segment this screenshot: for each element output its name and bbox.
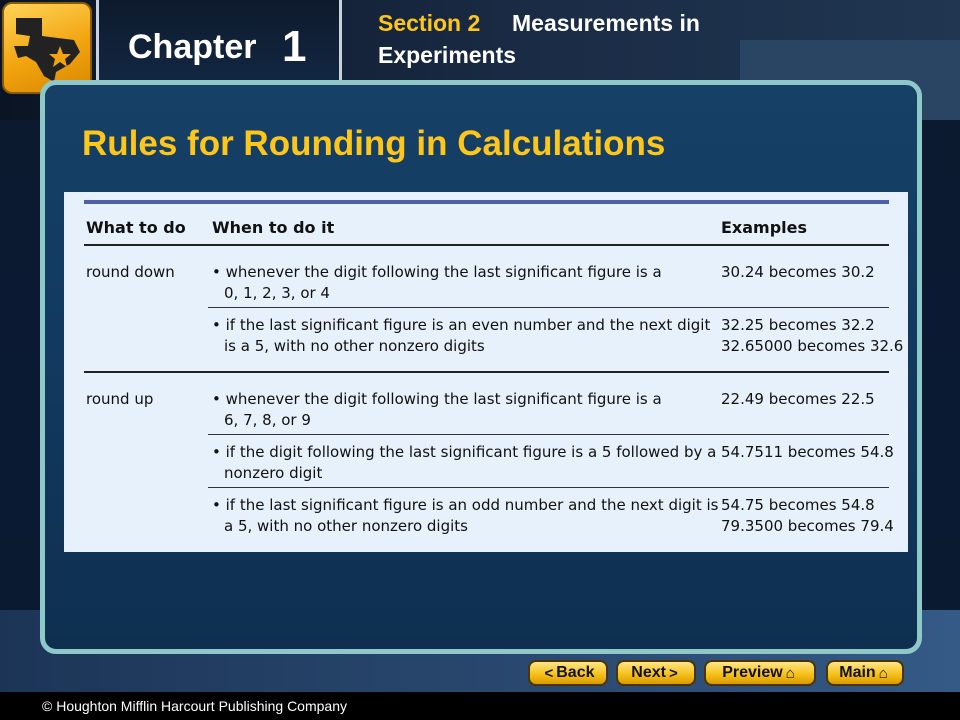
preview-button[interactable] [704, 660, 816, 686]
table-cell-example: 32.65000 becomes 32.6 [721, 337, 904, 355]
table-cell-when: • whenever the digit following the last significant figure is a [212, 390, 662, 408]
table-cell-example: 30.24 becomes 30.2 [721, 263, 875, 281]
main-button[interactable] [826, 660, 904, 686]
copyright-text: © Houghton Mifflin Harcourt Publishing Company [42, 698, 347, 714]
section-title-line2: Experiments [378, 42, 517, 68]
table-cell-when: 0, 1, 2, 3, or 4 [224, 284, 330, 302]
chapter-label: Chapter [128, 28, 257, 66]
table-cell-what: round down [86, 263, 175, 281]
home-icon: ⌂ [878, 664, 888, 682]
table-cell-when: 6, 7, 8, or 9 [224, 411, 311, 429]
table-cell-when: • whenever the digit following the last significant figure is a [212, 263, 662, 281]
chapter-number: 1 [282, 22, 307, 71]
header-rule [84, 244, 889, 246]
chevron-right-icon: > [668, 664, 678, 682]
table-cell-when: • if the last significant figure is an odd number and the next digit is [212, 496, 719, 514]
row-divider [208, 307, 889, 308]
home-icon: ⌂ [785, 664, 795, 682]
row-divider [208, 434, 889, 435]
texas-star-icon [10, 12, 86, 86]
header-when-to-do-it: When to do it [212, 218, 335, 237]
slide-title: Rules for Rounding in Calculations [82, 124, 666, 163]
group-divider [84, 371, 889, 373]
table-cell-example: 54.75 becomes 54.8 [721, 496, 875, 514]
back-button-label: Back [556, 664, 595, 681]
table-cell-when: is a 5, with no other nonzero digits [224, 337, 485, 355]
table-cell-when: • if the last significant figure is an even number and the next digit [212, 316, 711, 334]
chevron-left-icon: < [544, 664, 554, 682]
header-what-to-do: What to do [86, 218, 186, 237]
table-cell-when: • if the digit following the last significant figure is a 5 followed by a [212, 443, 717, 461]
table-cell-what: round up [86, 390, 154, 408]
table-cell-example: 22.49 becomes 22.5 [721, 390, 875, 408]
table-cell-example: 32.25 becomes 32.2 [721, 316, 875, 334]
header-examples: Examples [721, 218, 808, 237]
table-cell-example: 79.3500 becomes 79.4 [721, 517, 894, 535]
main-button-label: Main [839, 664, 876, 681]
section-label: Section 2 [378, 10, 481, 36]
table-cell-example: 54.7511 becomes 54.8 [721, 443, 894, 461]
preview-button-label: Preview [722, 664, 783, 681]
next-button[interactable] [616, 660, 696, 686]
table-cell-when: a 5, with no other nonzero digits [224, 517, 468, 535]
table-top-rule [84, 200, 889, 204]
table-cell-when: nonzero digit [224, 464, 323, 482]
row-divider [208, 487, 889, 488]
next-button-label: Next [631, 664, 666, 681]
back-button[interactable] [528, 660, 608, 686]
section-title-line1: Measurements in [512, 10, 700, 36]
